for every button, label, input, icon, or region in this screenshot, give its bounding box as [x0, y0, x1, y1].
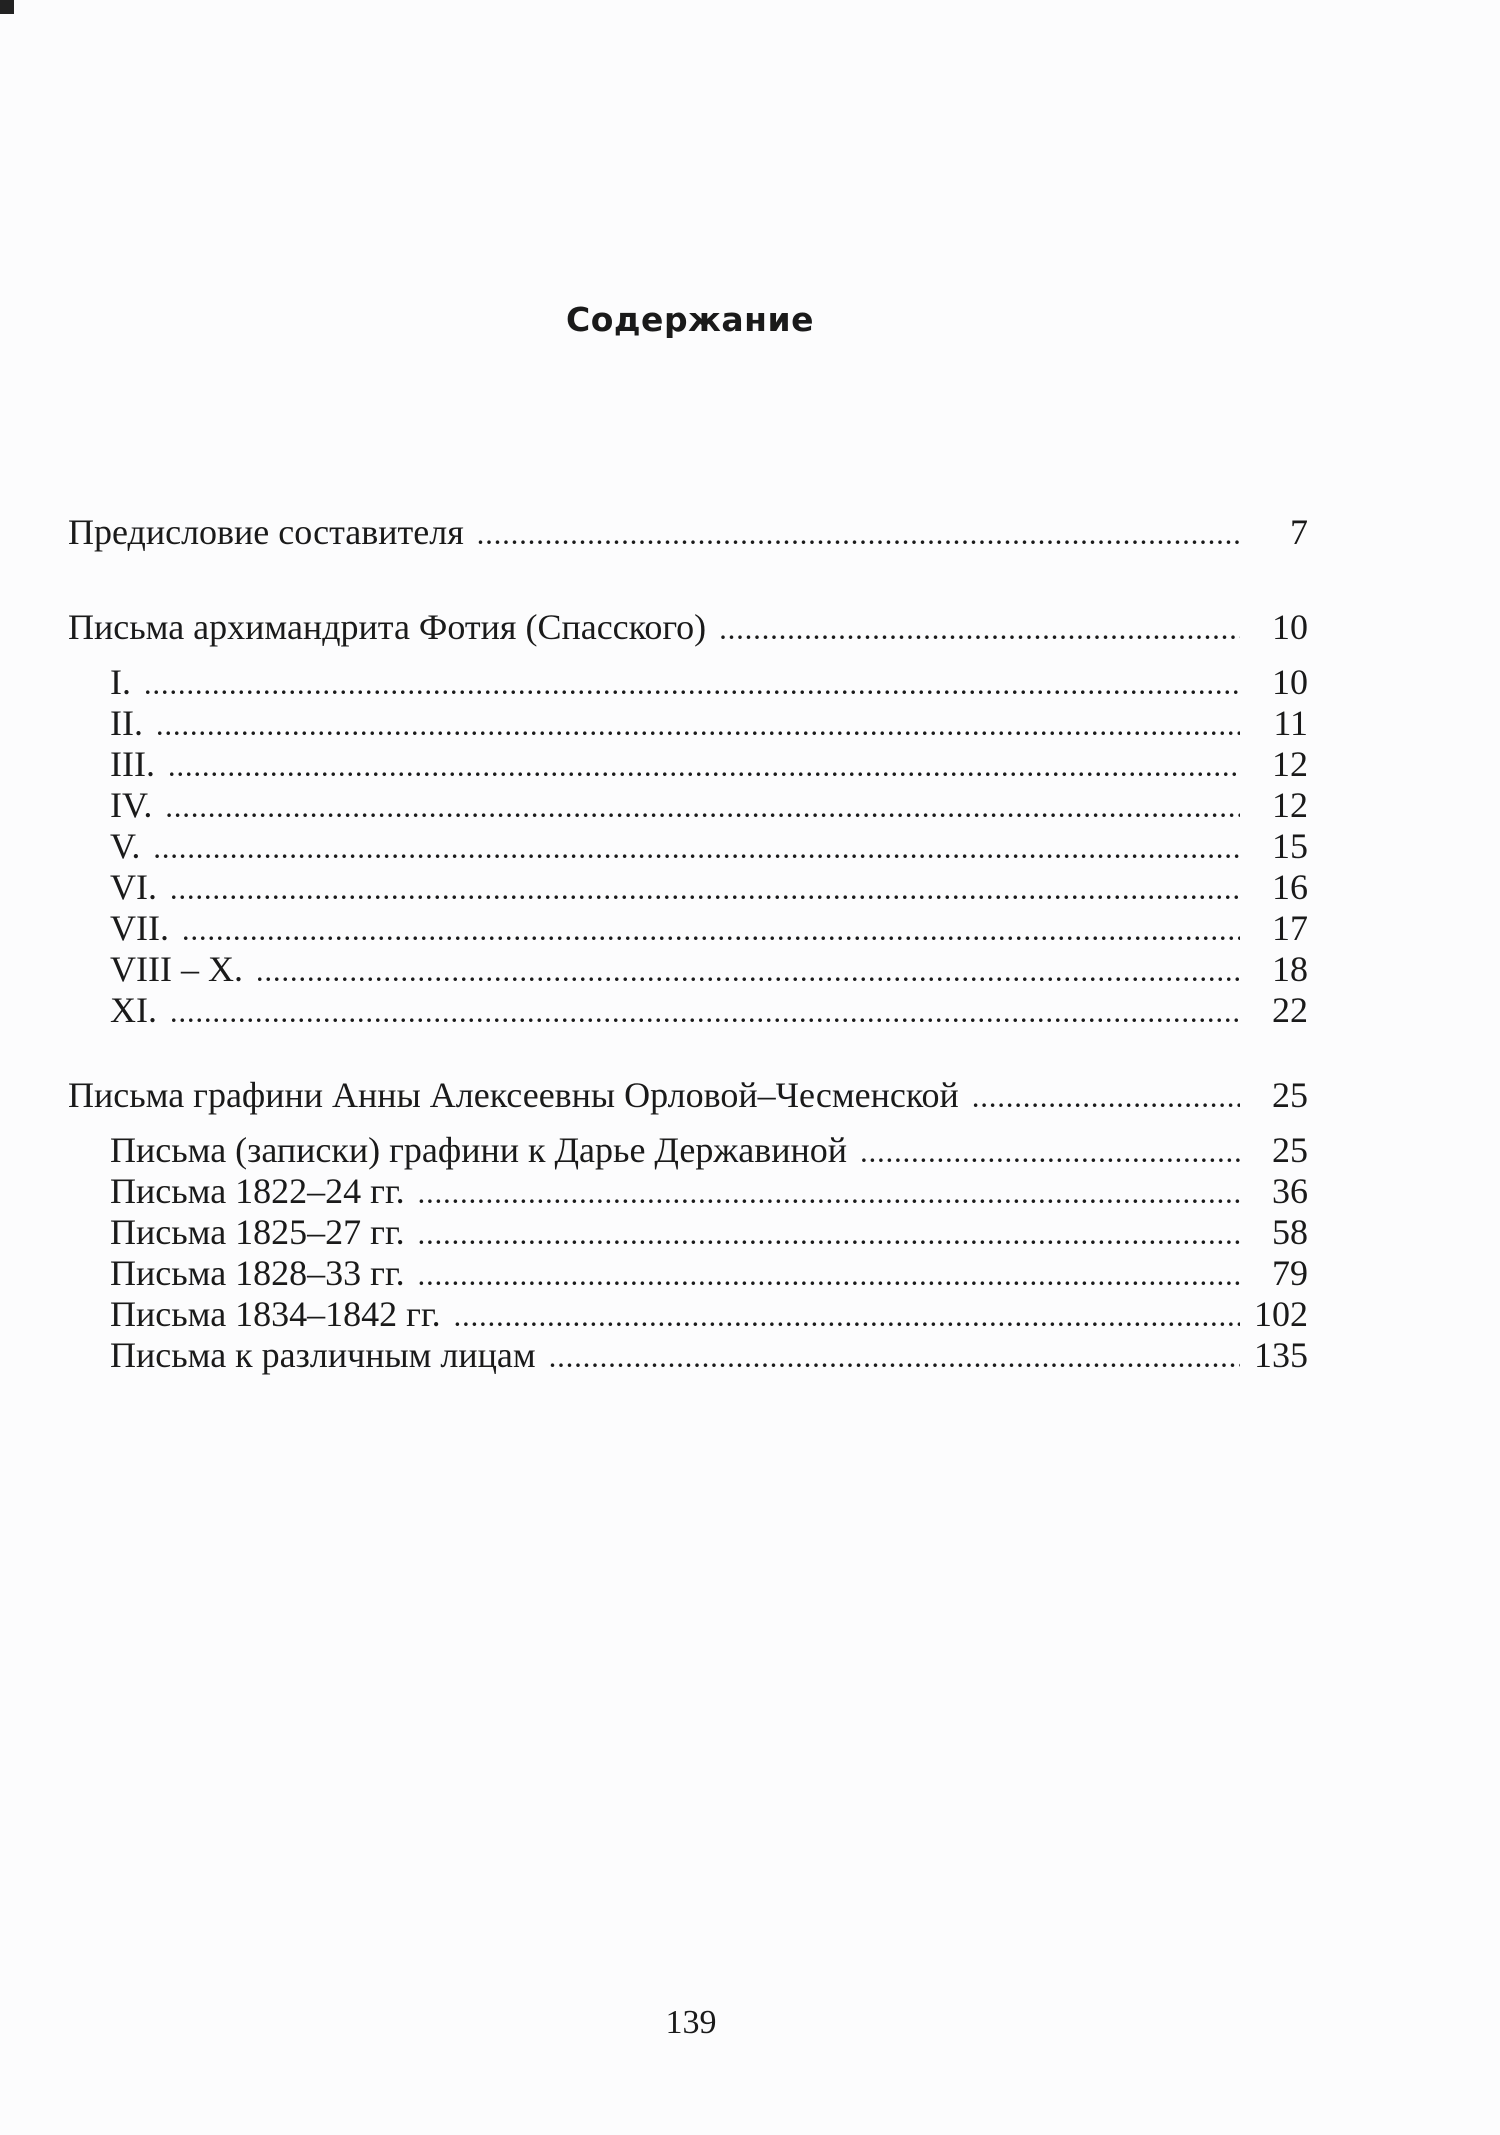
toc-subentry — [110, 1130, 1308, 1175]
toc-subentry — [110, 826, 1308, 871]
dot-leader — [478, 517, 1240, 557]
dot-leader — [720, 612, 1240, 652]
toc-subentry — [110, 949, 1308, 994]
toc-entry-title: II. — [110, 703, 143, 743]
toc-entry-title: Письма графини Анны Алексеевны Орловой–Чесменской — [68, 1075, 959, 1115]
toc-entry-page: 10 — [1272, 662, 1308, 702]
toc-entry-title: Письма 1822–24 гг. — [110, 1171, 405, 1211]
toc-entry-title: I. — [110, 662, 131, 702]
dot-leader — [145, 667, 1240, 707]
toc-entry-title: IV. — [110, 785, 153, 825]
dot-leader — [171, 995, 1240, 1035]
dot-leader — [973, 1080, 1240, 1120]
dot-leader — [419, 1258, 1240, 1298]
toc-entry-title: VIII – X. — [110, 949, 243, 989]
toc-entry-page: 22 — [1272, 990, 1308, 1030]
toc-entry-page: 16 — [1272, 867, 1308, 907]
toc-subentry — [110, 662, 1308, 707]
toc-subentry — [110, 867, 1308, 912]
toc-entry-page: 11 — [1273, 703, 1308, 743]
dot-leader — [169, 749, 1240, 789]
toc-entry-page: 25 — [1272, 1130, 1308, 1170]
toc-entry-page: 12 — [1272, 744, 1308, 784]
toc-entry-title: Письма архимандрита Фотия (Спасского) — [68, 607, 707, 647]
toc-entry-page: 58 — [1272, 1212, 1308, 1252]
toc-entry-page: 18 — [1272, 949, 1308, 989]
toc-entry-title: Письма 1828–33 гг. — [110, 1253, 405, 1293]
toc-entry-page: 79 — [1272, 1253, 1308, 1293]
dot-leader — [257, 954, 1240, 994]
toc-entry-title: III. — [110, 744, 155, 784]
dot-leader — [166, 790, 1240, 830]
toc-entry-page: 102 — [1254, 1294, 1308, 1334]
page-number: 139 — [665, 2004, 717, 2041]
toc-subentry — [110, 703, 1308, 748]
toc-subentry — [110, 744, 1308, 789]
toc-subentry — [110, 908, 1308, 953]
toc-entry-title: V. — [110, 826, 141, 866]
toc-entry-page: 7 — [1290, 512, 1308, 552]
toc-entry-title: VII. — [110, 908, 169, 948]
toc-subentry — [110, 1253, 1308, 1298]
dot-leader — [183, 913, 1240, 953]
dot-leader — [171, 872, 1240, 912]
toc-entry-page: 17 — [1272, 908, 1308, 948]
dot-leader — [157, 708, 1240, 748]
toc-entry-title: Письма (записки) графини к Дарье Державиной — [110, 1130, 848, 1170]
scan-edge-mark — [0, 0, 14, 14]
toc-subentry — [110, 990, 1308, 1035]
toc-subentry — [110, 1212, 1308, 1257]
dot-leader — [455, 1299, 1240, 1339]
toc-entry-preface — [68, 512, 1308, 557]
toc-entry-title: Предисловие составителя — [68, 512, 464, 552]
toc-entry-title: Письма к различным лицам — [110, 1335, 536, 1375]
toc-subentry — [110, 1335, 1308, 1380]
contents-heading: Содержание — [566, 300, 814, 339]
toc-entry-title: VI. — [110, 867, 157, 907]
toc-subentry — [110, 785, 1308, 830]
toc-entry-page: 15 — [1272, 826, 1308, 866]
dot-leader — [154, 831, 1240, 871]
toc-entry-photius-letters — [68, 607, 1308, 652]
toc-entry-title: Письма 1825–27 гг. — [110, 1212, 405, 1252]
toc-entry-title: XI. — [110, 990, 157, 1030]
dot-leader — [550, 1340, 1240, 1380]
toc-entry-page: 10 — [1272, 607, 1308, 647]
toc-entry-page: 25 — [1272, 1075, 1308, 1115]
toc-entry-orlova-letters — [68, 1075, 1308, 1120]
toc-entry-page: 12 — [1272, 785, 1308, 825]
toc-entry-page: 36 — [1272, 1171, 1308, 1211]
dot-leader — [419, 1176, 1240, 1216]
dot-leader — [861, 1135, 1240, 1175]
toc-subentry — [110, 1294, 1308, 1339]
toc-entry-title: Письма 1834–1842 гг. — [110, 1294, 441, 1334]
toc-subentry — [110, 1171, 1308, 1216]
dot-leader — [419, 1217, 1240, 1257]
toc-entry-page: 135 — [1254, 1335, 1308, 1375]
